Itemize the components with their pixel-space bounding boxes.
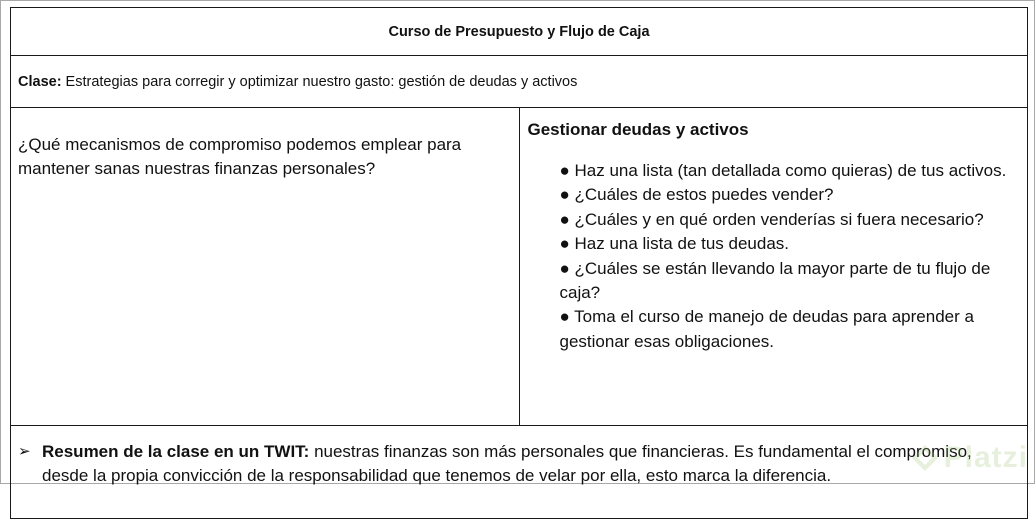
watermark-text: Platzi <box>943 441 1028 474</box>
list-item: ● ¿Cuáles de estos puedes vender? <box>559 185 834 205</box>
list-item: ● ¿Cuáles se están llevando la mayor parte de tu flujo de caja? <box>559 258 991 303</box>
list-item: ● Haz una lista (tan detallada como quieras) de tus activos. <box>559 161 1007 180</box>
list-item: ● ¿Cuáles y en qué orden venderías si fuera necesario? <box>559 209 984 229</box>
answer-heading: Gestionar deudas y activos <box>527 120 749 139</box>
summary-cell <box>11 426 1028 519</box>
class-notes-table <box>10 7 1028 519</box>
title-row <box>11 8 1028 56</box>
list-item: ● Haz una lista de tus deudas. <box>559 234 790 254</box>
answer-cell <box>519 108 1028 426</box>
bullet-list <box>528 159 1030 354</box>
summary-line <box>18 440 1021 489</box>
arrowhead-bullet-icon: ➢ <box>18 443 31 460</box>
course-title: Curso de Presupuesto y Flujo de Caja <box>11 8 1028 56</box>
clase-label: Clase: <box>18 73 62 90</box>
content-row <box>11 108 1028 426</box>
summary-row <box>11 426 1028 519</box>
clase-cell <box>11 56 1028 108</box>
clase-row <box>11 56 1028 108</box>
list-item: ● Toma el curso de manejo de deudas para aprender a gestionar esas obligaciones. <box>559 307 974 351</box>
summary-text <box>42 440 1021 489</box>
question-cell: ¿Qué mecanismos de compromiso podemos emplear para mantener sanas nuestras finanzas personales? <box>11 108 520 426</box>
summary-label: Resumen de la clase en un TWIT: <box>42 442 310 461</box>
clase-text: Estrategias para corregir y optimizar nuestro gasto: gestión de deudas y activos <box>61 73 578 90</box>
summary-body: nuestras finanzas son más personales que financieras. Es fundamental el compromiso, desde la propia convicción de la responsabilidad que tenemos de velar por ella, esto marca la diferencia. <box>42 442 972 486</box>
